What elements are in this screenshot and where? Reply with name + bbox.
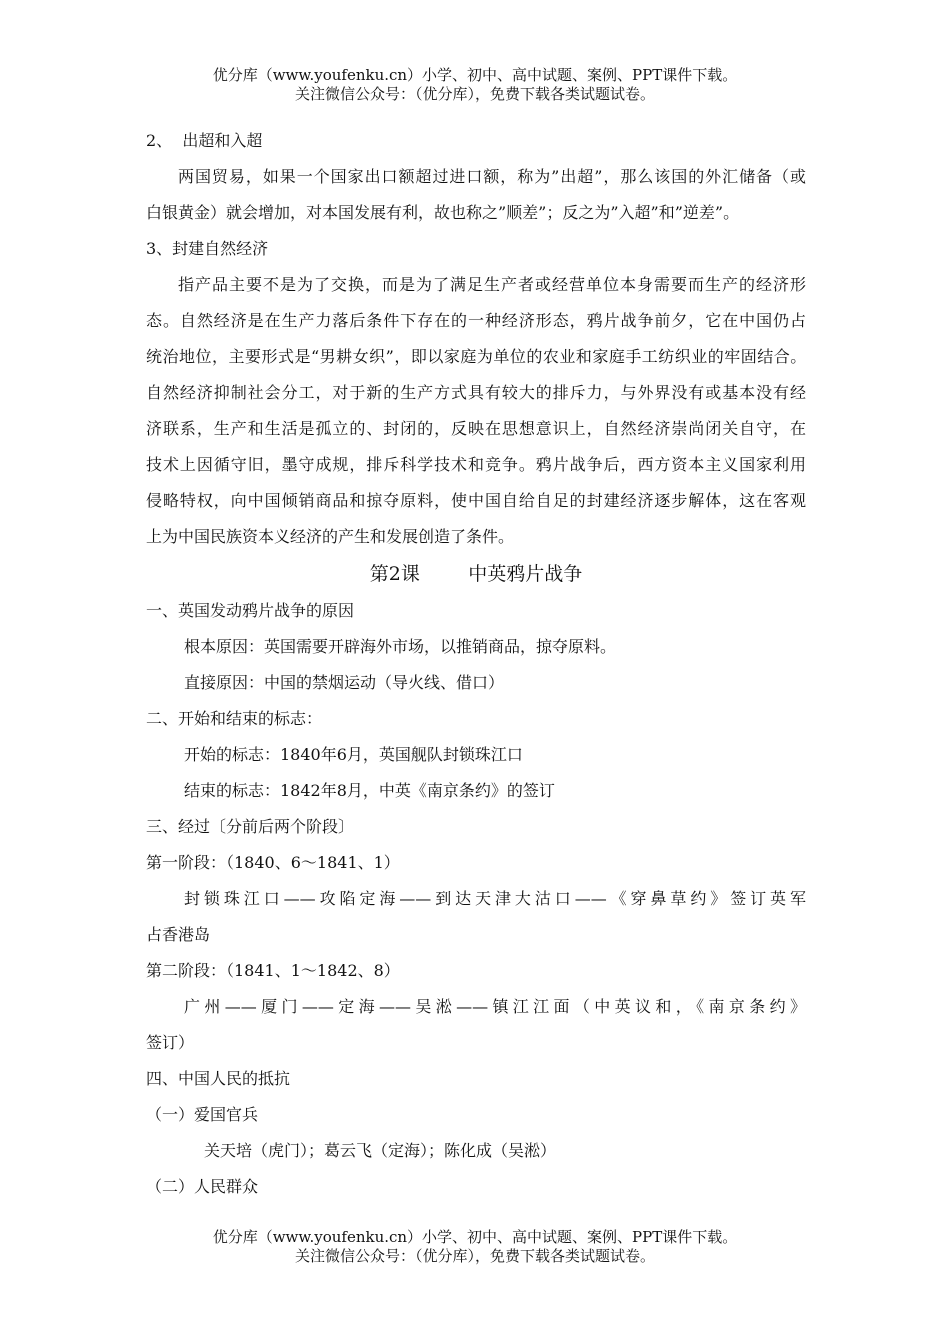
- item3-line-8: 上为中国民族资本义经济的产生和发展创造了条件。: [146, 527, 515, 546]
- section2-start: 开始的标志：1840年6月，英国舰队封锁珠江口: [184, 745, 523, 764]
- item2-title: 2、 出超和入超: [146, 131, 263, 150]
- item3-line-6: 技术上因循守旧，墨守成规，排斥科学技术和竞争。鸦片战争后，西方资本主义国家利用: [146, 455, 806, 474]
- footer-line-2: 关注微信公众号：（优分库），免费下载各类试题试卷。: [294, 1247, 655, 1265]
- stage2-title: 第二阶段：（1841、1～1842、8）: [146, 961, 400, 980]
- item3-line-2: 态。自然经济是在生产力落后条件下存在的一种经济形态，鸦片战争前夕，它在中国仍占: [146, 311, 806, 330]
- document-body: [146, 123, 806, 1205]
- stage1-line-2: 占香港岛: [146, 925, 211, 944]
- item3-line-1: 指产品主要不是为了交换，而是为了满足生产者或经营单位本身需要而生产的经济形: [178, 275, 806, 294]
- item3-line-4: 自然经济抑制社会分工，对于新的生产方式具有较大的排斥力，与外界没有或基本没有经: [146, 383, 806, 402]
- footer-line-1: 优分库（www.youfenku.cn）小学、初中、高中试题、案例、PPT课件下载。: [212, 1228, 738, 1246]
- item3-line-3: 统治地位，主要形式是“男耕女织”，即以家庭为单位的农业和家庭手工纺织业的牢固结合。: [146, 347, 806, 366]
- section4-title: 四、中国人民的抵抗: [146, 1069, 291, 1088]
- stage1-title: 第一阶段：（1840、6～1841、1）: [146, 853, 400, 872]
- item3-line-5: 济联系，生产和生活是孤立的、封闭的，反映在思想意识上，自然经济崇尚闭关自守，在: [146, 419, 806, 438]
- lesson-title: 第2课 中英鸦片战争: [369, 563, 583, 585]
- stage2-line-1: 广州——厦门——定海——吴淞——镇江江面（中英议和，《南京条约》: [184, 997, 806, 1016]
- item2-paragraph-line-2: 白银黄金）就会增加，对本国发展有利，故也称之”顺差”；反之为”入超”和”逆差”。: [146, 203, 740, 222]
- item2-paragraph-line-1: 两国贸易，如果一个国家出口额超过进口额，称为”出超”，那么该国的外汇储备（或: [178, 167, 806, 186]
- section2-end: 结束的标志：1842年8月，中英《南京条约》的签订: [184, 781, 555, 800]
- section2-title: 二、开始和结束的标志：: [146, 709, 323, 728]
- stage2-line-2: 签订）: [146, 1033, 195, 1052]
- header-line-1: 优分库（www.youfenku.cn）小学、初中、高中试题、案例、PPT课件下载。: [212, 66, 738, 84]
- header-line-2: 关注微信公众号：（优分库），免费下载各类试题试卷。: [294, 85, 655, 103]
- section4-sub1: （一）爱国官兵: [146, 1105, 259, 1124]
- stage1-line-1: 封锁珠江口——攻陷定海——到达天津大沽口——《穿鼻草约》签订英军: [184, 889, 806, 908]
- item3-line-7: 侵略特权，向中国倾销商品和掠夺原料，使中国自给自足的封建经济逐步解体，这在客观: [146, 491, 806, 510]
- section3-title: 三、经过〔分前后两个阶段〕: [146, 817, 355, 836]
- page-header: [0, 66, 950, 104]
- section1-title: 一、英国发动鸦片战争的原因: [146, 601, 355, 620]
- section4-sub2: （二）人民群众: [146, 1177, 259, 1196]
- section1-root-cause: 根本原因：英国需要开辟海外市场，以推销商品，掠夺原料。: [184, 637, 617, 656]
- item3-title: 3、封建自然经济: [146, 239, 269, 258]
- section1-direct-cause: 直接原因：中国的禁烟运动（导火线、借口）: [184, 673, 505, 692]
- page-footer: [0, 1228, 950, 1266]
- section4-sub1-content: 关天培（虎门）；葛云飞（定海）；陈化成（吴淞）: [204, 1141, 557, 1160]
